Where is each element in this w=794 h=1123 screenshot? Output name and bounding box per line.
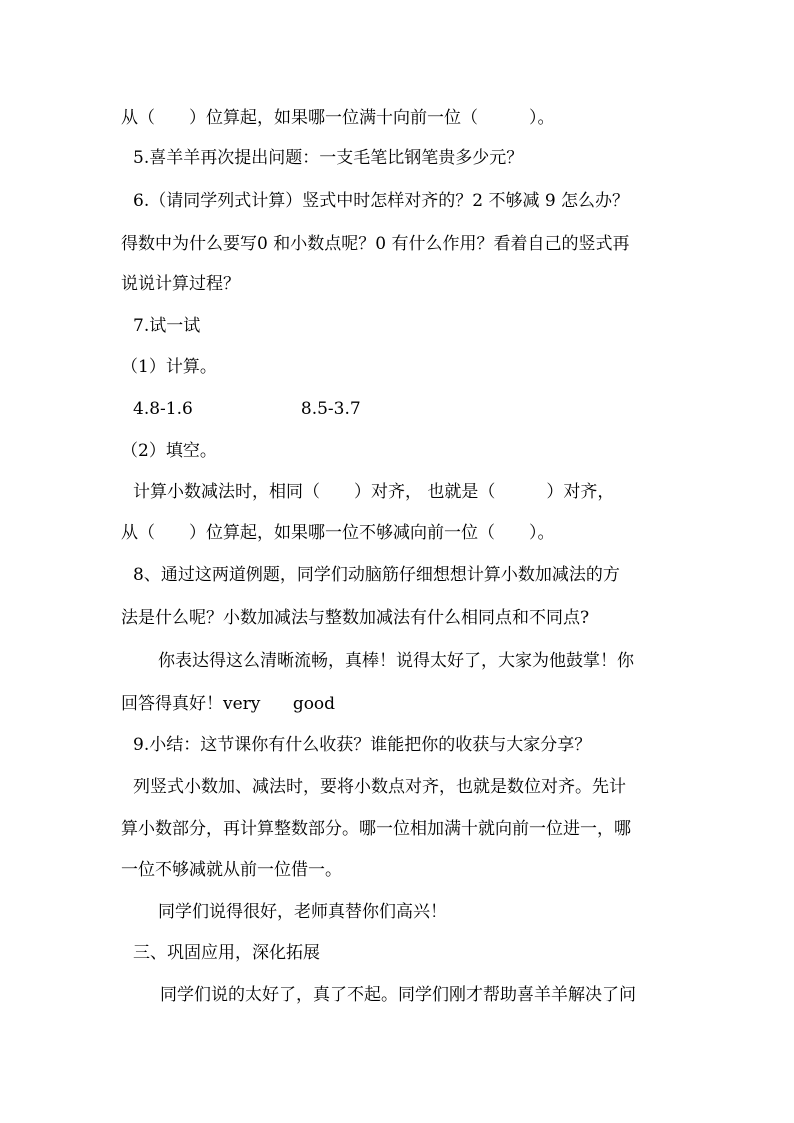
text-line: 列竖式小数加、减法时，要将小数点对齐，也就是数位对齐。先计 [133, 777, 626, 797]
text-line: 同学们说的太好了，真了不起。同学们刚才帮助喜羊羊解决了问 [160, 985, 636, 1005]
text-line: 4.8-1.6 8.5-3.7 [133, 399, 361, 419]
text-line: （1）计算。 [121, 357, 217, 377]
text-line: 7.试一试 [133, 316, 201, 336]
text-line: 一位不够减就从前一位借一。 [121, 860, 342, 880]
text-line: 法是什么呢？小数加减法与整数加减法有什么相同点和不同点? [121, 608, 590, 628]
text-line: 9.小结：这节课你有什么收获？谁能把你的收获与大家分享？ [133, 735, 592, 755]
text-line: 回答得真好！very good [121, 694, 336, 714]
text-line: 算小数部分，再计算整数部分。哪一位相加满十就向前一位进一，哪 [121, 819, 631, 839]
text-line: 从（ ）位算起，如果哪一位不够减向前一位（ ）。 [121, 523, 555, 543]
text-line: 6.（请同学列式计算）竖式中时怎样对齐的？2 不够减 9 怎么办？ [133, 191, 630, 211]
text-line: 同学们说得很好，老师真替你们高兴！ [158, 902, 447, 922]
text-line: 8、通过这两道例题，同学们动脑筋仔细想想计算小数加减法的方 [133, 565, 620, 585]
text-line: 你表达得这么清晰流畅，真棒！说得太好了，大家为他鼓掌！你 [158, 651, 634, 671]
text-line: 5.喜羊羊再次提出问题：一支毛笔比钢笔贵多少元？ [133, 148, 524, 168]
text-line: （2）填空。 [121, 441, 217, 461]
text-line: 得数中为什么要写0 和小数点呢？0 有什么作用？看着自己的竖式再 [121, 234, 630, 254]
text-line: 从（ ）位算起，如果哪一位满十向前一位（ ）。 [121, 108, 555, 128]
text-line: 说说计算过程？ [121, 274, 240, 294]
text-line: 计算小数减法时，相同（ ）对齐， 也就是（ ）对齐， [133, 482, 615, 502]
section-heading: 三、巩固应用，深化拓展 [133, 943, 320, 963]
